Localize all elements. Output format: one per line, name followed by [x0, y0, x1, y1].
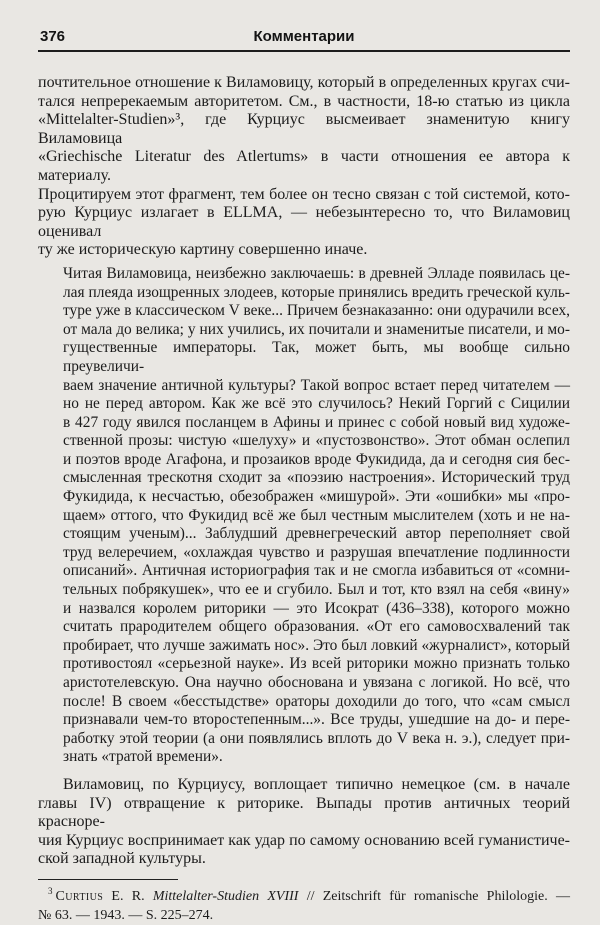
text-line: рую Курциус излагает в ELLMA, — небезынтересно то, что Виламовиц оценивал — [38, 204, 570, 240]
text-line: описаний». Античная историография так и не смогла избавиться от «сомни- — [63, 562, 570, 580]
text-line: пробирает, что лучше зажимать нос». Это был ловкий «журналист», который — [63, 636, 570, 654]
text-line: щаем» оттого, что Фукидид всё же был честным мыслителем (хоть и не на- — [63, 506, 570, 524]
text-line: тельных побрякушек», что ее и сгубило. Был и тот, кто взял на себя «вину» — [63, 581, 570, 599]
text-line: почтительное отношение к Виламовицу, который в определенных кругах счи- — [38, 74, 570, 91]
text-line: ваем значение античной культуры? Такой вопрос встает перед читателем — — [63, 376, 570, 394]
text-line: знать «тратой времени». — [63, 748, 223, 766]
footnote-author: Curtius — [55, 888, 104, 904]
text-line: ственной прозы: чистую «шелуху» и «пустозвонство». Этот обман ослепил — [63, 432, 570, 450]
block-quote — [63, 265, 570, 767]
page-header — [38, 28, 570, 48]
text-line: ту же историческую картину совершенно иначе. — [38, 241, 368, 259]
text-line: но не перед автором. Как же всё это случилось? Некий Горгий с Сицилии — [63, 395, 570, 413]
closing-paragraph — [38, 776, 570, 869]
footnote-marker: 3 — [48, 886, 53, 897]
text-line: Фукидида, к несчастью, обезображен «мишурой». Эти «ошибки» мы «про- — [63, 488, 570, 506]
opening-paragraph — [38, 74, 570, 260]
text-line: считать прародителем общего образования. «От его самовосхвалений так — [63, 618, 570, 636]
page-number: 376 — [40, 28, 66, 45]
text-line: «Mittelalter-Studien»³, где Курциус высмеивает знаменитую книгу Виламовица — [38, 111, 570, 147]
text-line: туре уже в классическом V веке... Причем безнаказанно: они одурачили всех, — [63, 302, 570, 320]
text-line: труд велеречием, «охлаждая чувство и разрушая впечатление подлинности — [63, 543, 570, 561]
text-line: лая плеяда изощренных злодеев, которые принялись вредить греческой куль- — [63, 283, 570, 301]
footnote-separator — [38, 879, 178, 880]
text-line: признавали чем-то второстепенным...». Все труды, ушедшие на до- и пере- — [63, 711, 570, 729]
text-line: «Griechische Literatur des Atlertums» в части отношения ее автора к материалу. — [38, 148, 570, 184]
text-line: от мала до велика; у них учились, их почитали и знаменитые писатели, и мо- — [63, 320, 570, 338]
text-line: противостоял «серьезной науке». Из всей риторики можно признать только — [63, 655, 570, 673]
text-line: и назвался королем риторики — это Исократ (436–338), которого можно — [63, 599, 570, 617]
footnote-line-2: № 63. — 1943. — S. 225–274. — [38, 907, 214, 923]
text-line: Виламовиц, по Курциусу, воплощает типично немецкое (см. в начале — [63, 775, 570, 793]
footnote-work-title: Mittelalter-Studien XVIII — [152, 888, 299, 904]
footnote — [38, 887, 570, 925]
text-line: чия Курциус воспринимает как удар по самому основанию всей гуманистиче- — [38, 831, 570, 849]
text-line: смысленная трескотня сходит за «поэзию настроения». Исторический труд — [63, 469, 570, 487]
text-line: стоящим ученым)... Заблудший древнегреческий автор переполняет свой — [63, 525, 570, 543]
text-line: Читая Виламовица, неизбежно заключаешь: в древней Элладе появилась це- — [63, 264, 570, 282]
text-line: ской западной культуры. — [38, 850, 206, 868]
text-line: Процитируем этот фрагмент, тем более он тесно связан с той системой, кото- — [38, 185, 570, 203]
header-rule — [38, 50, 570, 52]
footnote-author-initials: E. R. — [103, 888, 153, 904]
footnote-source: // Zeitschrift für romanische Philologie. — — [298, 888, 570, 904]
footnote-line-1 — [38, 887, 570, 906]
running-title: Комментарии — [253, 28, 355, 45]
text-line: тался непререкаемым авторитетом. См., в частности, 18-ю статью из цикла — [38, 92, 570, 110]
text-line: аристотелевскую. Она научно обоснована и увязана с логикой. Но всё, что — [63, 674, 570, 691]
text-line: гущественные императоры. Так, может быть, мы вообще сильно преувеличи- — [63, 339, 570, 375]
text-line: работку этой теории (а они появлялись вплоть до V века н. э.), следует при- — [63, 729, 570, 747]
page-body — [38, 74, 570, 869]
text-line: и поэтов вроде Агафона, и прозаиков вроде Фукидида, да и сегодня сия бес- — [63, 450, 570, 468]
text-line: в 427 году явился посланцем в Афины и принес с собой новый вид художе- — [63, 413, 570, 431]
text-line: после! В своем «бесстыдстве» ораторы доходили до того, что «сам смысл — [63, 692, 570, 710]
text-line: главы IV) отвращение к риторике. Выпады против античных теорий красноре- — [38, 794, 570, 831]
